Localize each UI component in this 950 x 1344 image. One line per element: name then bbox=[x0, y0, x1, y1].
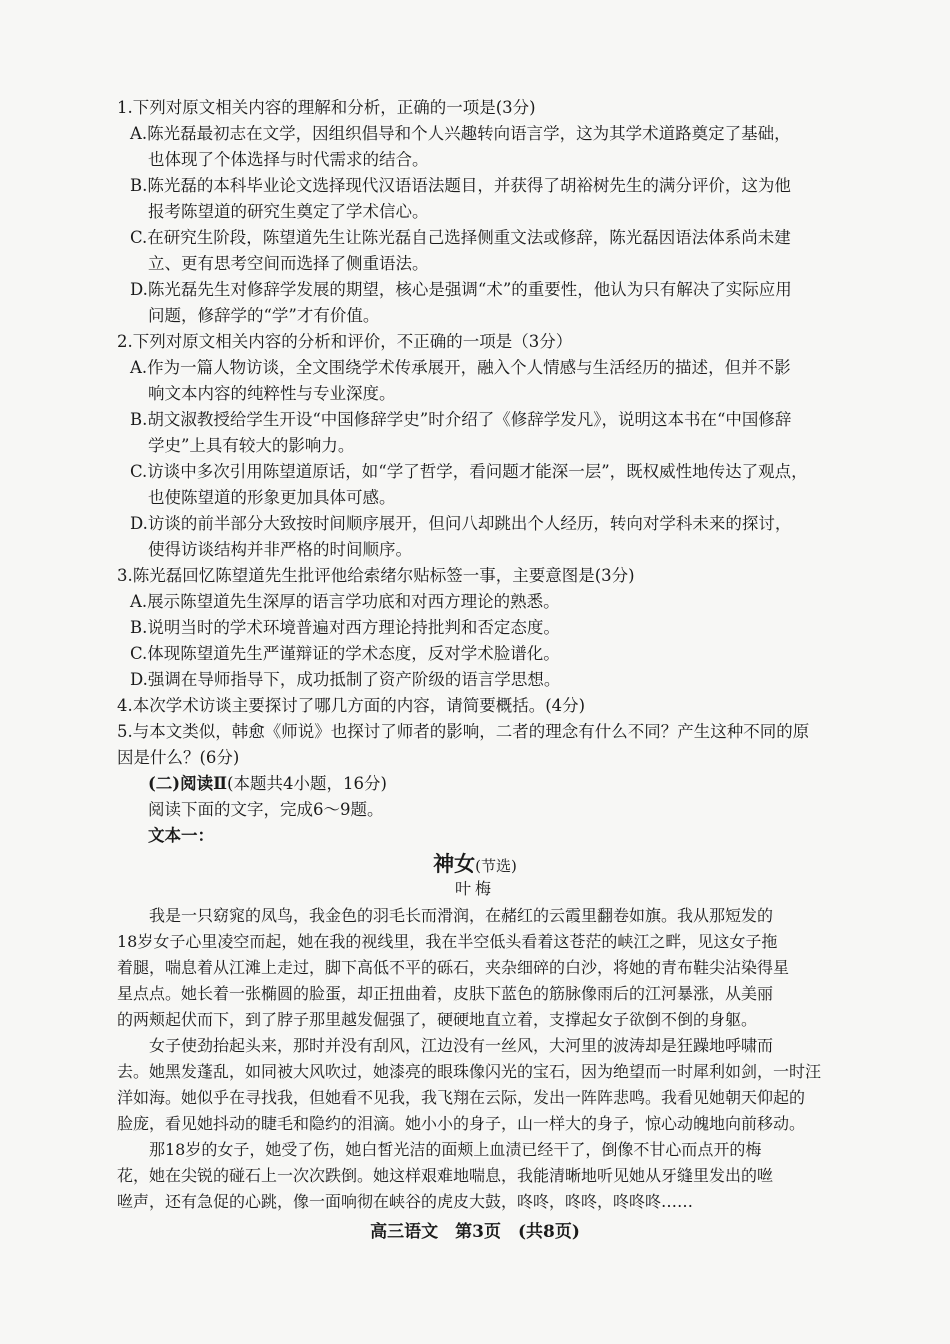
q3-option-b: B.说明当时的学术环境普遍对西方理论持批判和否定态度。 bbox=[130, 618, 560, 637]
q2-option-d-line2: 使得访谈结构并非严格的时间顺序。 bbox=[148, 540, 412, 559]
passage-line-12: 咝声，还有急促的心跳，像一面响彻在峡谷的虎皮大鼓，咚咚，咚咚，咚咚咚…… bbox=[117, 1192, 694, 1211]
passage-line-8: 洋如海。她似乎在寻找我，但她看不见我，我飞翔在云际，发出一阵阵悲鸣。我看见她朝天仰起的 bbox=[117, 1088, 806, 1107]
q1-option-a-line2: 也体现了个体选择与时代需求的结合。 bbox=[148, 150, 429, 169]
q2-option-b-line2: 学史”上具有较大的影响力。 bbox=[148, 436, 355, 455]
question-2-stem: 2.下列对原文相关内容的分析和评价，不正确的一项是（3分） bbox=[117, 332, 573, 351]
passage-line-1: 我是一只窈窕的凤鸟，我金色的羽毛长而滑润，在赭红的云霞里翻卷如旗。我从那短发的 bbox=[149, 906, 774, 925]
page-footer: 高三语文 第3页 (共8页) bbox=[370, 1222, 580, 1242]
section-2-title: (二)阅读Ⅱ bbox=[148, 774, 228, 793]
q2-option-a-line1: A.作为一篇人物访谈，全文围绕学术传承展开，融入个人情感与生活经历的描述，但并不影 bbox=[130, 358, 791, 377]
passage-line-4: 星点点。她长着一张椭圆的脸蛋，却正扭曲着，皮肤下蓝色的筋脉像雨后的江河暴涨，从美丽 bbox=[117, 984, 774, 1003]
passage-title-row bbox=[0, 848, 950, 878]
section-2-instruction: 阅读下面的文字，完成6～9题。 bbox=[148, 800, 384, 819]
q2-option-d-line1: D.访谈的前半部分大致按时间顺序展开，但问八却跳出个人经历，转向对学科未来的探讨， bbox=[130, 514, 792, 533]
passage-line-6: 女子使劲抬起头来，那时并没有刮风，江边没有一丝风，大河里的波涛却是狂躁地呼啸而 bbox=[149, 1036, 774, 1055]
passage-line-10: 那18岁的女子，她受了伤，她白皙光洁的面颊上血渍已经干了，倒像不甘心而点开的梅 bbox=[149, 1140, 762, 1159]
passage-line-3: 着腿，喘息着从江滩上走过，脚下高低不平的砾石，夹杂细碎的白沙，将她的青布鞋尖沾染得星 bbox=[117, 958, 790, 977]
q1-option-d-line2: 问题，修辞学的“学”才有价值。 bbox=[148, 306, 380, 325]
question-4: 4.本次学术访谈主要探讨了哪几方面的内容，请简要概括。(4分) bbox=[117, 696, 586, 715]
question-5-line1: 5.与本文类似，韩愈《师说》也探讨了师者的影响，二者的理念有什么不同？产生这种不同的原 bbox=[117, 722, 810, 741]
text-one-label: 文本一： bbox=[148, 826, 214, 845]
q1-option-b-line1: B.陈光磊的本科毕业论文选择现代汉语语法题目，并获得了胡裕树先生的满分评价，这为他 bbox=[130, 176, 791, 195]
passage-line-7: 去。她黑发蓬乱，如同被大风吹过，她漆亮的眼珠像闪光的宝石，因为绝望而一时犀利如剑，一时汪 bbox=[117, 1062, 822, 1081]
question-3-stem: 3.陈光磊回忆陈望道先生批评他给索绪尔贴标签一事，主要意图是(3分) bbox=[117, 566, 635, 585]
q2-option-c-line1: C.访谈中多次引用陈望道原话，如“学了哲学，看问题才能深一层”，既权威性地传达了观点， bbox=[130, 462, 808, 481]
q1-option-d-line1: D.陈光磊先生对修辞学发展的期望，核心是强调“术”的重要性，他认为只有解决了实际应用 bbox=[130, 280, 792, 299]
passage-title: 神女 bbox=[433, 851, 476, 876]
passage-author: 叶梅 bbox=[454, 879, 495, 898]
q3-option-a: A.展示陈望道先生深厚的语言学功底和对西方理论的熟悉。 bbox=[130, 592, 560, 611]
q1-option-c-line1: C.在研究生阶段，陈望道先生让陈光磊自己选择侧重文法或修辞，陈光磊因语法体系尚未建 bbox=[130, 228, 791, 247]
section-2-heading bbox=[148, 771, 387, 797]
passage-line-2: 18岁女子心里凌空而起，她在我的视线里，我在半空低头看着这苍茫的峡江之畔，见这女子拖 bbox=[117, 932, 778, 951]
question-1-stem: 1.下列对原文相关内容的理解和分析，正确的一项是(3分) bbox=[117, 98, 536, 117]
q2-option-c-line2: 也使陈望道的形象更加具体可感。 bbox=[148, 488, 396, 507]
passage-line-9: 脸庞，看见她抖动的睫毛和隐约的泪滴。她小小的身子，山一样大的身子，惊心动魄地向前移动。 bbox=[117, 1114, 806, 1133]
passage-line-5: 的两颊起伏而下，到了脖子那里越发倔强了，硬硬地直立着，支撑起女子欲倒不倒的身躯。 bbox=[117, 1010, 758, 1029]
q1-option-a-line1: A.陈光磊最初志在文学，因组织倡导和个人兴趣转向语言学，这为其学术道路奠定了基础， bbox=[130, 124, 791, 143]
q2-option-b-line1: B.胡文淑教授给学生开设“中国修辞学史”时介绍了《修辞学发凡》，说明这本书在“中国修辞 bbox=[130, 410, 792, 429]
passage-line-11: 花，她在尖锐的碰石上一次次跌倒。她这样艰难地喘息，我能清晰地听见她从牙缝里发出的咝 bbox=[117, 1166, 774, 1185]
question-5-line2: 因是什么？(6分) bbox=[117, 748, 240, 767]
q2-option-a-line2: 响文本内容的纯粹性与专业深度。 bbox=[148, 384, 396, 403]
q1-option-b-line2: 报考陈望道的研究生奠定了学术信心。 bbox=[148, 202, 429, 221]
passage-title-note: (节选) bbox=[475, 857, 517, 875]
section-2-note: (本题共4小题，16分) bbox=[227, 774, 387, 793]
q1-option-c-line2: 立、更有思考空间而选择了侧重语法。 bbox=[148, 254, 429, 273]
q3-option-c: C.体现陈望道先生严谨辩证的学术态度，反对学术脸谱化。 bbox=[130, 644, 560, 663]
q3-option-d: D.强调在导师指导下，成功抵制了资产阶级的语言学思想。 bbox=[130, 670, 561, 689]
